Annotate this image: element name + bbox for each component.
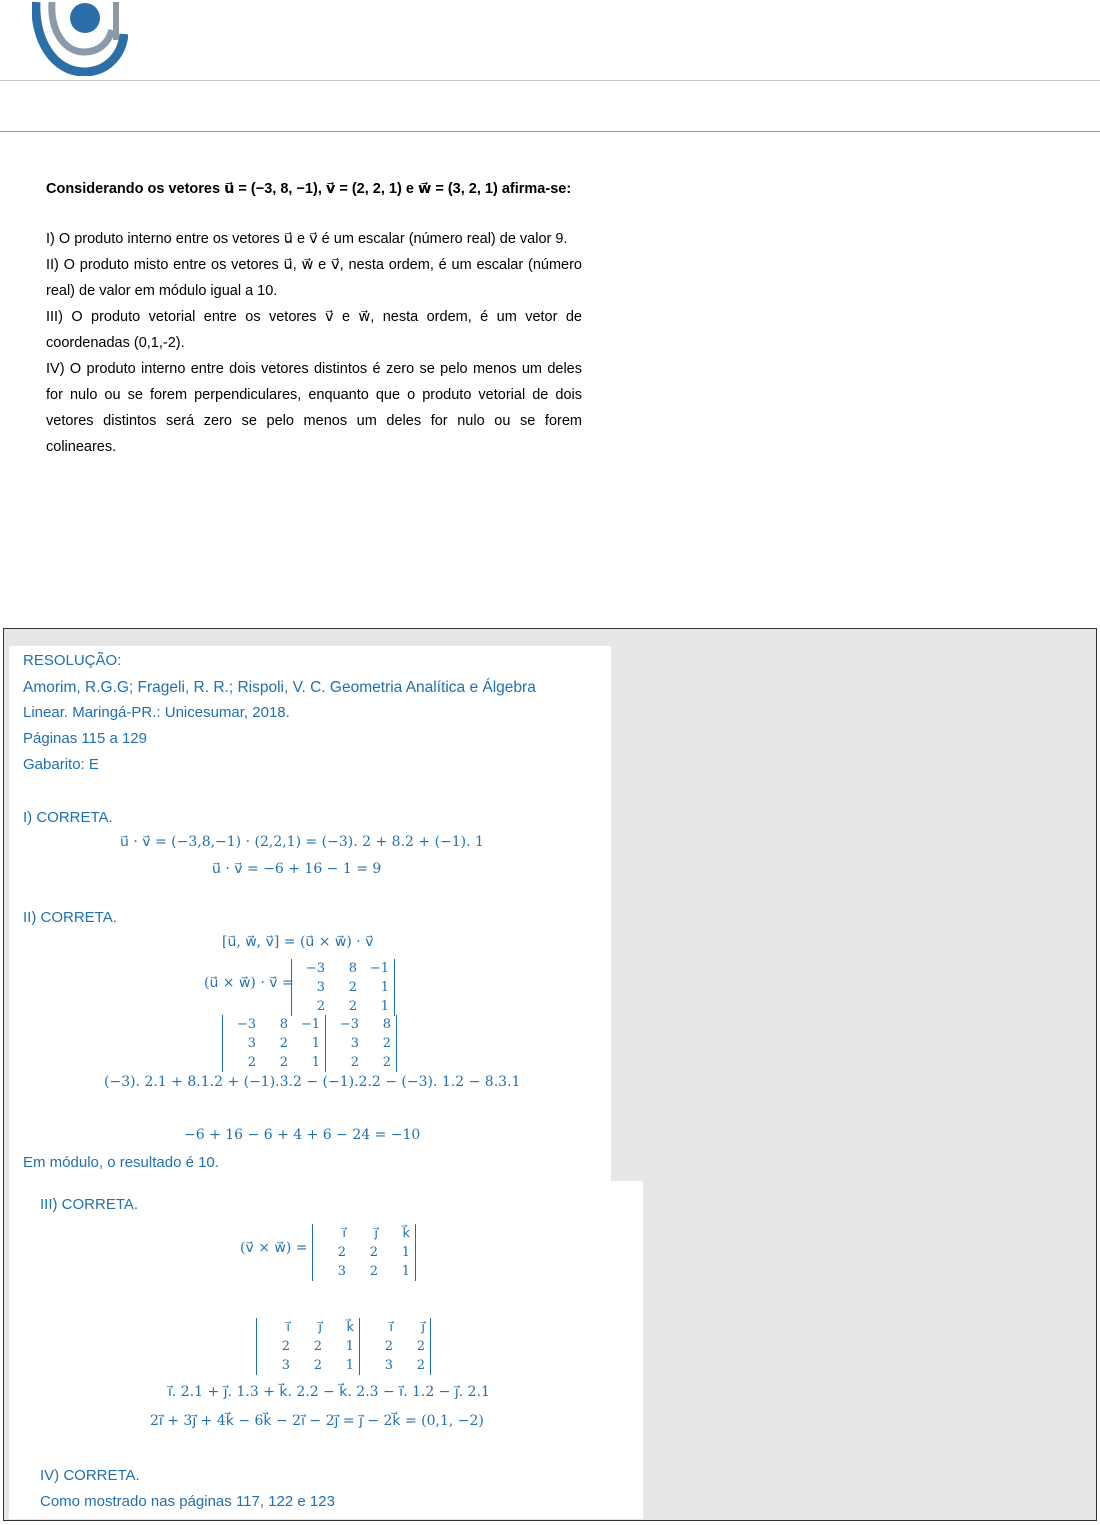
part-i-label: I) CORRETA. <box>23 809 113 826</box>
statement-i: I) O produto interno entre os vetores u⃗ e v⃗ é um escalar (número real) de valor 9. <box>46 231 568 247</box>
reference-line-2: Linear. Maringá-PR.: Unicesumar, 2018. <box>23 704 290 721</box>
question-title: Considerando os vetores u⃗ = (−3, 8, −1), v⃗ = (2, 2, 1) e w⃗ = (3, 2, 1) afirma-se: <box>46 181 572 197</box>
university-logo-icon <box>32 0 128 76</box>
part-iv-label: IV) CORRETA. <box>40 1467 140 1484</box>
part-ii-conclusion: Em módulo, o resultado é 10. <box>23 1154 219 1171</box>
statement-iv: IV) O produto interno entre dois vetores distintos é zero se pelo menos um deles for nulo ou se forem perpendiculares, enquanto que o produto vetorial de dois vetores distintos será zero se pelo menos um deles for nulo ou se forem colineares. <box>46 361 582 455</box>
part-ii-equation-2-lhs: (u⃗ × w⃗) · v⃗ = <box>204 975 294 991</box>
answer-key: Gabarito: E <box>23 756 99 773</box>
reference-pages: Páginas 115 a 129 <box>23 730 147 747</box>
part-ii-sarrus: −3 8 −1 3 2 1 2 2 1 −3 8 3 2 2 2 <box>222 1015 397 1072</box>
part-iii-determinant: i⃗ j⃗ k⃗ 2 2 1 3 2 1 <box>312 1224 416 1281</box>
part-ii-determinant: −3 8 −1 3 2 1 2 2 1 <box>291 959 395 1016</box>
part-ii-label: II) CORRETA. <box>23 909 117 926</box>
part-ii-expansion: (−3). 2.1 + 8.1.2 + (−1).3.2 − (−1).2.2 − (−3). 1.2 − 8.3.1 <box>104 1074 521 1090</box>
part-i-equation-2: u⃗ · v⃗ = −6 + 16 − 1 = 9 <box>212 861 382 877</box>
resolution-heading: RESOLUÇÃO: <box>23 652 122 669</box>
question-block <box>46 176 582 460</box>
part-iii-equation-lhs: (v⃗ × w⃗) = <box>240 1240 308 1256</box>
statement-iii: III) O produto vetorial entre os vetores v⃗ e w⃗, nesta ordem, é um vetor de coordenadas (0,1,-2). <box>46 309 582 351</box>
reference-line-1: Amorim, R.G.G; Frageli, R. R.; Rispoli, V. C. Geometria Analítica e Álgebra <box>23 679 536 696</box>
part-ii-equation-1: [u⃗, w⃗, v⃗] = (u⃗ × w⃗) · v⃗ <box>222 934 374 950</box>
part-iv-text: Como mostrado nas páginas 117, 122 e 123 <box>40 1493 335 1510</box>
part-iii-expansion: i⃗. 2.1 + j⃗. 1.3 + k⃗. 2.2 − k⃗. 2.3 − i⃗. 1.2 − j⃗. 2.1 <box>168 1384 490 1400</box>
header-divider-lower <box>0 131 1100 132</box>
part-iii-sarrus: i⃗ j⃗ k⃗ 2 2 1 3 2 1 i⃗ j⃗ 2 2 3 2 <box>256 1318 431 1375</box>
header-divider <box>0 80 1100 81</box>
part-iii-label: III) CORRETA. <box>40 1196 139 1213</box>
statement-ii: II) O produto misto entre os vetores u⃗, w⃗ e v⃗, nesta ordem, é um escalar (número real) de valor em módulo igual a 10. <box>46 257 582 299</box>
part-ii-result: −6 + 16 − 6 + 4 + 6 − 24 = −10 <box>184 1127 421 1143</box>
part-i-equation-1: u⃗ · v⃗ = (−3,8,−1) · (2,2,1) = (−3). 2 + 8.2 + (−1). 1 <box>120 834 484 850</box>
part-iii-result: 2i⃗ + 3j⃗ + 4k⃗ − 6k⃗ − 2i⃗ − 2j⃗ = j⃗ − 2k⃗ = (0,1, −2) <box>150 1413 484 1429</box>
